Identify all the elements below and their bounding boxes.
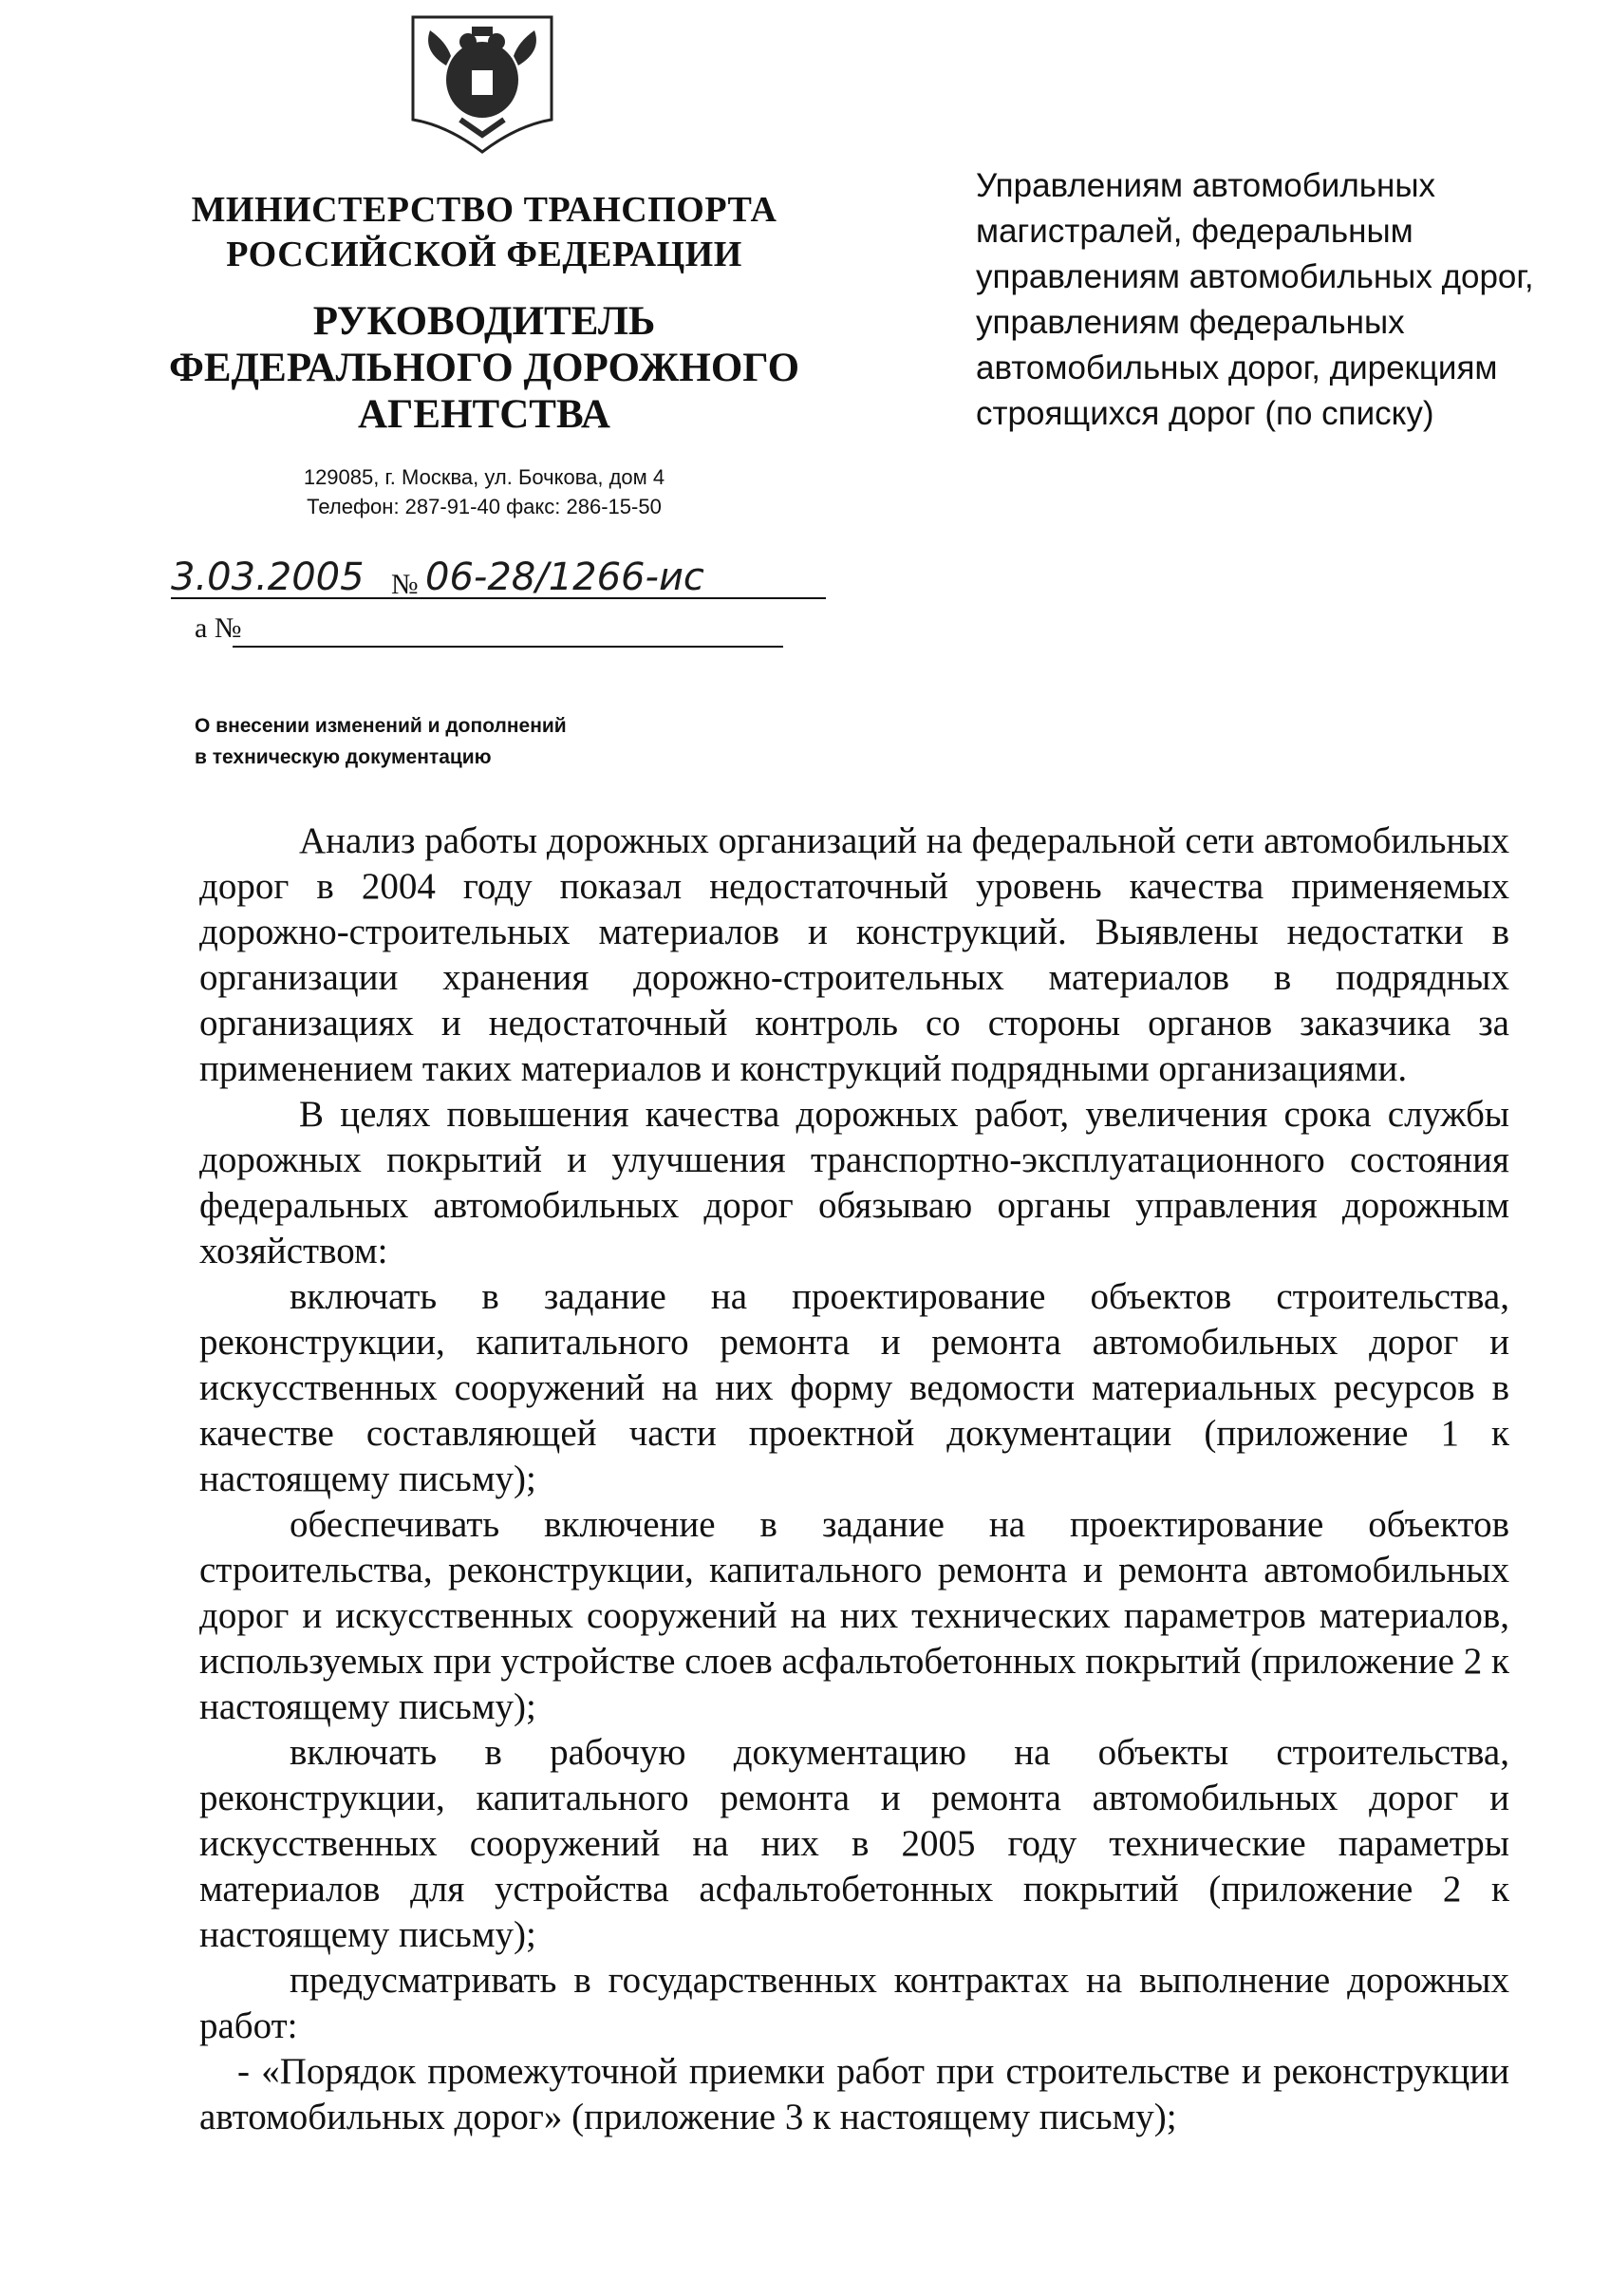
body-paragraph: В целях повышения качества дорожных работ, увеличения срока службы дорожных покрытий и улучшения транспортно-эксплуатационного состояния федеральных автомобильных дорог обязываю органы управления дорожным хозяйством: xyxy=(199,1094,1509,1271)
reference-label: а № xyxy=(195,612,242,644)
body-paragraph: Анализ работы дорожных организаций на федеральной сети автомобильных дорог в 2004 году показал недостаточный уровень качества применяемых дорожно-строительных материалов и конструкций. Выявлены недостатки в организации хранения дорожно-строительных материалов в подрядных организациях и недостаточный контроль со стороны органов заказчика за применением таких материалов и конструкций подрядными организациями. xyxy=(199,820,1509,1089)
subject-line xyxy=(195,710,567,773)
reference-underline xyxy=(233,646,783,648)
number-sign: № xyxy=(391,569,419,600)
registration-date: 3.03.2005 xyxy=(171,555,365,599)
address-line: 129085, г. Москва, ул. Бочкова, дом 4 xyxy=(303,465,665,489)
head-title-line: АГЕНТСТВА xyxy=(358,392,610,437)
registration-line xyxy=(171,555,854,612)
head-title-line: ФЕДЕРАЛЬНОГО ДОРОЖНОГО xyxy=(168,346,800,390)
recipient-block: Управлениям автомобильных магистралей, федеральным управлениям автомобильных дорог, управлениям федеральных автомобильных дорог, дирекциям строящихся дорог (по списку) xyxy=(976,167,1534,432)
registration-number: 06-28/1266-ис xyxy=(425,555,704,599)
letter-body xyxy=(199,819,1509,2140)
subject-text: О внесении изменений и дополнений xyxy=(195,715,567,737)
sender-address xyxy=(142,462,826,521)
body-list-item: - «Порядок промежуточной приемки работ при строительстве и реконструкции автомобильных дорог» (приложение 3 к настоящему письму); xyxy=(199,2051,1509,2137)
registration-underline xyxy=(171,597,826,599)
body-paragraph: предусматривать в государственных контрактах на выполнение дорожных работ: xyxy=(199,1960,1509,2046)
body-paragraph: включать в задание на проектирование объектов строительства, реконструкции, капитального ремонта и ремонта автомобильных дорог и искусственных сооружений на них форму ведомости материальных ресурсов в качестве составляющей части проектной документации (приложение 1 к настоящему письму); xyxy=(199,1276,1509,1499)
phone-line: Телефон: 287-91-40 факс: 286-15-50 xyxy=(307,495,662,518)
head-title-line: РУКОВОДИТЕЛЬ xyxy=(312,299,656,344)
body-paragraph: включать в рабочую документацию на объекты строительства, реконструкции, капитального ремонта и ремонта автомобильных дорог и искусственных сооружений на них в 2005 году технические параметры материалов для устройства асфальтобетонных покрытий (приложение 2 к настоящему письму); xyxy=(199,1732,1509,1955)
subject-text: в техническую документацию xyxy=(195,746,492,768)
body-paragraph: обеспечивать включение в задание на проектирование объектов строительства, реконструкции, капитального ремонта и ремонта автомобильных дорог и искусственных сооружений на них технических параметров материалов, используемых при устройстве слоев асфальтобетонных покрытий (приложение 2 к настоящему письму); xyxy=(199,1504,1509,1727)
agency-head-title xyxy=(142,298,826,438)
sender-header xyxy=(142,188,826,521)
state-emblem xyxy=(403,13,561,154)
ministry-name: МИНИСТЕРСТВО ТРАНСПОРТА РОССИЙСКОЙ ФЕДЕРАЦИИ xyxy=(191,190,777,274)
